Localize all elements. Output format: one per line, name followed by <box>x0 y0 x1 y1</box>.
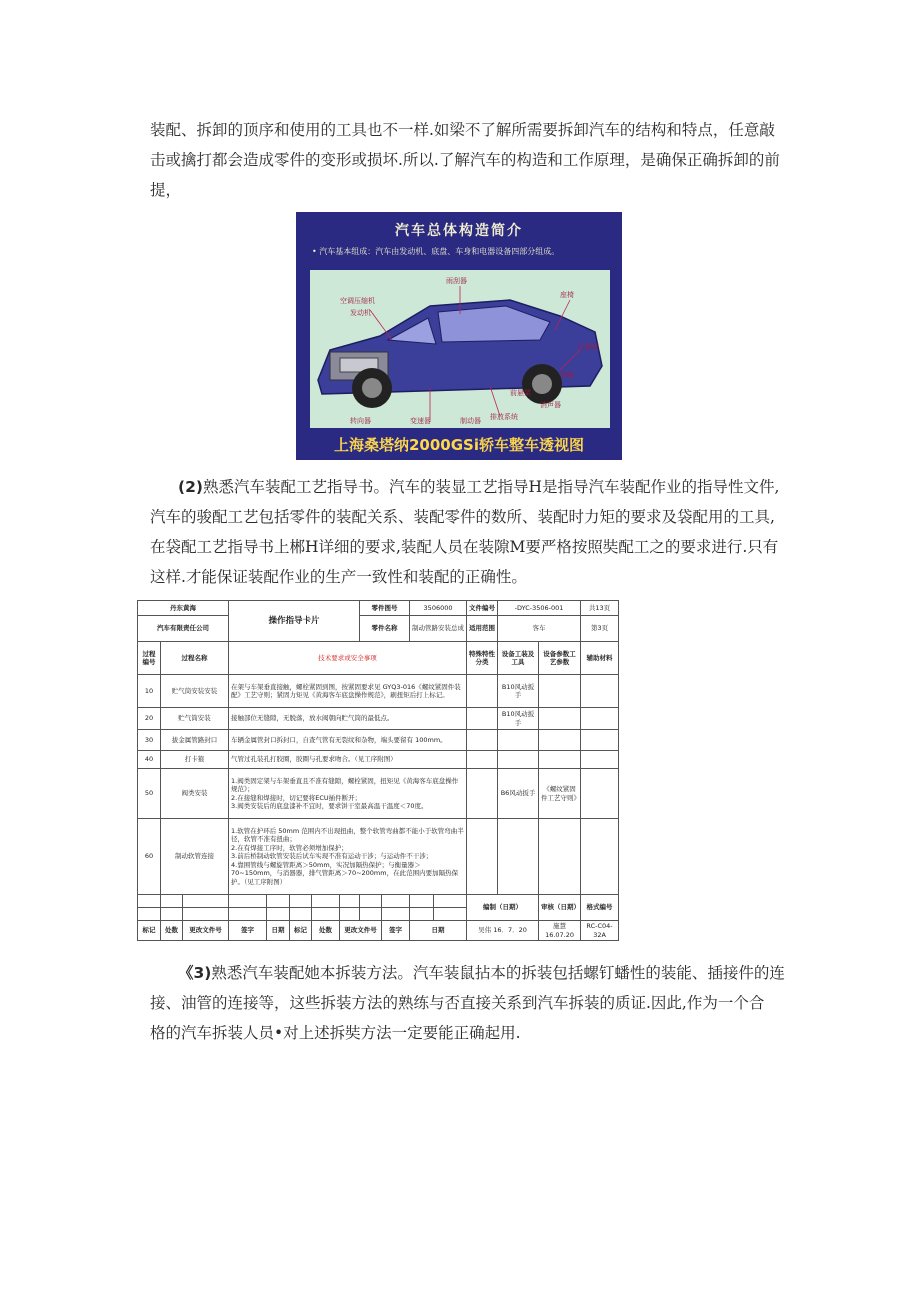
process-no: 40 <box>138 751 161 769</box>
process-tool: B10风动扳手 <box>498 675 539 708</box>
process-param <box>539 708 581 730</box>
figure-label: 后悬架 <box>578 343 599 351</box>
header-materials: 辅助材料 <box>581 642 619 675</box>
paragraph-assembly-guide <box>150 472 790 592</box>
page-number: 第3页 <box>581 616 619 642</box>
process-name: 贮气筒安装安装 <box>161 675 229 708</box>
footer-count: 处数 <box>161 921 183 941</box>
table-row <box>138 675 619 708</box>
card-title: 操作指导卡片 <box>229 601 360 642</box>
process-no: 30 <box>138 730 161 751</box>
figure-label: 制动器 <box>460 417 481 425</box>
process-param <box>539 730 581 751</box>
text-line-content: 熟悉汽车装配工艺指导书。汽车的装显工艺指导H是指导汽车装配作业的指导性文件, <box>202 478 780 496</box>
process-param <box>539 819 581 895</box>
scope-label: 适用范围 <box>467 616 498 642</box>
text-line: 这样.才能保证装配作业的生产一致性和装配的正确性。 <box>150 568 527 586</box>
process-no: 60 <box>138 819 161 895</box>
company-name-line2: 汽车有限责任公司 <box>138 616 229 642</box>
process-requirement: 1.软管在护环后 50mm 范围内不出现扭曲，整个软管弯曲都不能小于软管弯曲半径，软管不准有扭曲； 2.在有焊接工序时，软管必须增加保护； 3.前后桥制动软管安装后试车实现不准有运动干涉；与运动件不干涉； 4.靠围管线与螺旋管距离＞50mm，实况加隔热保护；与衡量器＞70~150mm，与消器器，排气管距离＞70~200mm，在此范围内要加隔热保护。（见工序附图） <box>229 819 467 895</box>
sign-prepared-label: 编制（日期） <box>467 895 539 921</box>
paragraph-intro <box>150 115 790 205</box>
footer-change-doc: 更改文件号 <box>340 921 382 941</box>
process-no: 10 <box>138 675 161 708</box>
process-tool: B10风动扳手 <box>498 708 539 730</box>
figure-label: 座椅 <box>560 291 574 299</box>
process-requirement: 在架与车架垂直接触，螺栓紧固到图，按紧固要求见 GYQ3-016《螺纹紧固件装配》工艺守则；紧固力矩见《黄海客车底盘操作规范》，刷扭矩后打上标记。 <box>229 675 467 708</box>
format-no-label: 格式编号 <box>581 895 619 921</box>
doc-no-value: -DYC-3506-001 <box>498 601 581 616</box>
process-param: 《螺纹紧固件工艺守则》 <box>539 769 581 819</box>
process-requirement: 1.阀类固定架与车架垂直且不准有缝隙，螺栓紧固，扭矩见《黄海客车底盘操作规范》； 2.在接缝和焊接时，切记要将ECU插件断开； 3.阀类安装后的底盘漆补不宜时，要求饼干室最高温干温度＜70度。 <box>229 769 467 819</box>
footer-mark: 标记 <box>290 921 312 941</box>
footer-change-doc: 更改文件号 <box>183 921 229 941</box>
process-name: 拔金属管路封口 <box>161 730 229 751</box>
reviewed-by: 施慧 16.07.20 <box>539 921 581 941</box>
footer-mark: 标记 <box>138 921 161 941</box>
car-cutaway-figure <box>296 212 622 460</box>
part-no-value: 3506000 <box>410 601 467 616</box>
figure-label: 空调压缩机 <box>340 297 375 305</box>
paragraph-disassembly-methods <box>150 958 790 1048</box>
text-line: 装配、拆卸的顶序和使用的工具也不一样.如梁不了解所需要拆卸汽车的结构和特点，任意敲 <box>150 121 775 139</box>
part-name-label: 零件名称 <box>360 616 410 642</box>
format-no: RC-C04-32A <box>581 921 619 941</box>
header-process-name: 过程名称 <box>161 642 229 675</box>
part-no-label: 零件图号 <box>360 601 410 616</box>
process-param <box>539 751 581 769</box>
text-line: 汽车的骏配工艺包括零件的装配关系、装配零件的数所、装配时力矩的要求及袋配用的工具, <box>150 508 775 526</box>
figure-label: 转向器 <box>350 417 371 425</box>
process-name: 阀类安装 <box>161 769 229 819</box>
table-row <box>138 708 619 730</box>
header-process-no: 过程编号 <box>138 642 161 675</box>
table-row <box>138 769 619 819</box>
text-line <box>150 958 790 988</box>
part-name-value: 制动管路安装总成 <box>410 616 467 642</box>
car-illustration-panel <box>310 270 610 428</box>
figure-label: 前悬架 <box>510 389 531 397</box>
item-number: 《3) <box>178 964 212 982</box>
process-name: 贮气筒安装 <box>161 708 229 730</box>
text-line: 接、油管的连接等，这些拆装方法的熟练与否直接关系到汽车拆装的质证.因此,作为一个合 <box>150 994 765 1012</box>
process-no: 20 <box>138 708 161 730</box>
process-no: 50 <box>138 769 161 819</box>
process-tool <box>498 819 539 895</box>
header-requirements: 技术要求或安全事项 <box>229 642 467 675</box>
header-equipment: 设备工装及工具 <box>498 642 539 675</box>
doc-no-label: 文件编号 <box>467 601 498 616</box>
process-requirement: 车辆金属管封口拆封口，自查气管有无裂纹和杂物，端头要留有 100mm。 <box>229 730 467 751</box>
process-param <box>539 675 581 708</box>
footer-signature: 签字 <box>382 921 410 941</box>
company-name-line1: 丹东黄海 <box>138 601 229 616</box>
footer-count: 处数 <box>312 921 340 941</box>
text-line-content: 熟悉汽车装配她本拆装方法。汽车装鼠拈本的拆装包括螺钉蟠性的装能、插接件的连 <box>211 964 785 982</box>
process-tool: B6风动扳手 <box>498 769 539 819</box>
scope-value: 客车 <box>498 616 581 642</box>
table-row <box>138 751 619 769</box>
figure-label: 发动机 <box>350 309 371 317</box>
table-row <box>138 730 619 751</box>
footer-signature: 签字 <box>229 921 267 941</box>
total-pages: 共13页 <box>581 601 619 616</box>
process-requirement: 气管过孔装孔打胶圈，胶圈与孔要求吻合。（见工序附图） <box>229 751 467 769</box>
operation-instruction-card <box>137 600 618 949</box>
process-requirement: 接触部位无缝隙，无脱落，放水阀朝向贮气筒的最低点。 <box>229 708 467 730</box>
table-row <box>138 819 619 895</box>
text-line: 击或擒打都会造成零件的变形或损坏.所以.了解汽车的构造和工作原理，是确保正确拆卸的前 <box>150 151 780 169</box>
process-tool <box>498 751 539 769</box>
figure-label: 雨刮器 <box>446 277 467 285</box>
figure-label: 变速器 <box>410 417 431 425</box>
process-name: 打卡箍 <box>161 751 229 769</box>
figure-label: 消声器 <box>540 401 561 409</box>
text-line: 提， <box>150 181 182 199</box>
item-number: (2) <box>178 478 203 496</box>
figure-title: 汽车总体构造简介 <box>395 223 523 239</box>
prepared-by: 吴伟 16．7．20 <box>467 921 539 941</box>
process-name: 制动软管连接 <box>161 819 229 895</box>
footer-date: 日期 <box>267 921 290 941</box>
text-line: 在袋配工艺指导书上郴H详细的要求,装配人员在装隙M要严格按照奘配工之的要求进行.只有 <box>150 538 779 556</box>
figure-bullet: • 汽车基本组成：汽车由发动机、底盘、车身和电器设备四部分组成。 <box>312 247 560 256</box>
figure-caption: 上海桑塔纳2000GSi轿车整车透视图 <box>333 436 584 454</box>
sign-reviewed-label: 审核（日期） <box>539 895 581 921</box>
text-line: 格的汽车拆装人员•对上述拆奘方法一定要能正确起用. <box>150 1024 521 1042</box>
text-line <box>150 472 790 502</box>
header-special: 特殊特性分类 <box>467 642 498 675</box>
footer-date: 日期 <box>410 921 467 941</box>
header-params: 设备参数工艺参数 <box>539 642 581 675</box>
figure-label: 排放系统 <box>490 413 518 421</box>
figure-label: 油箱 <box>560 371 574 379</box>
process-tool <box>498 730 539 751</box>
